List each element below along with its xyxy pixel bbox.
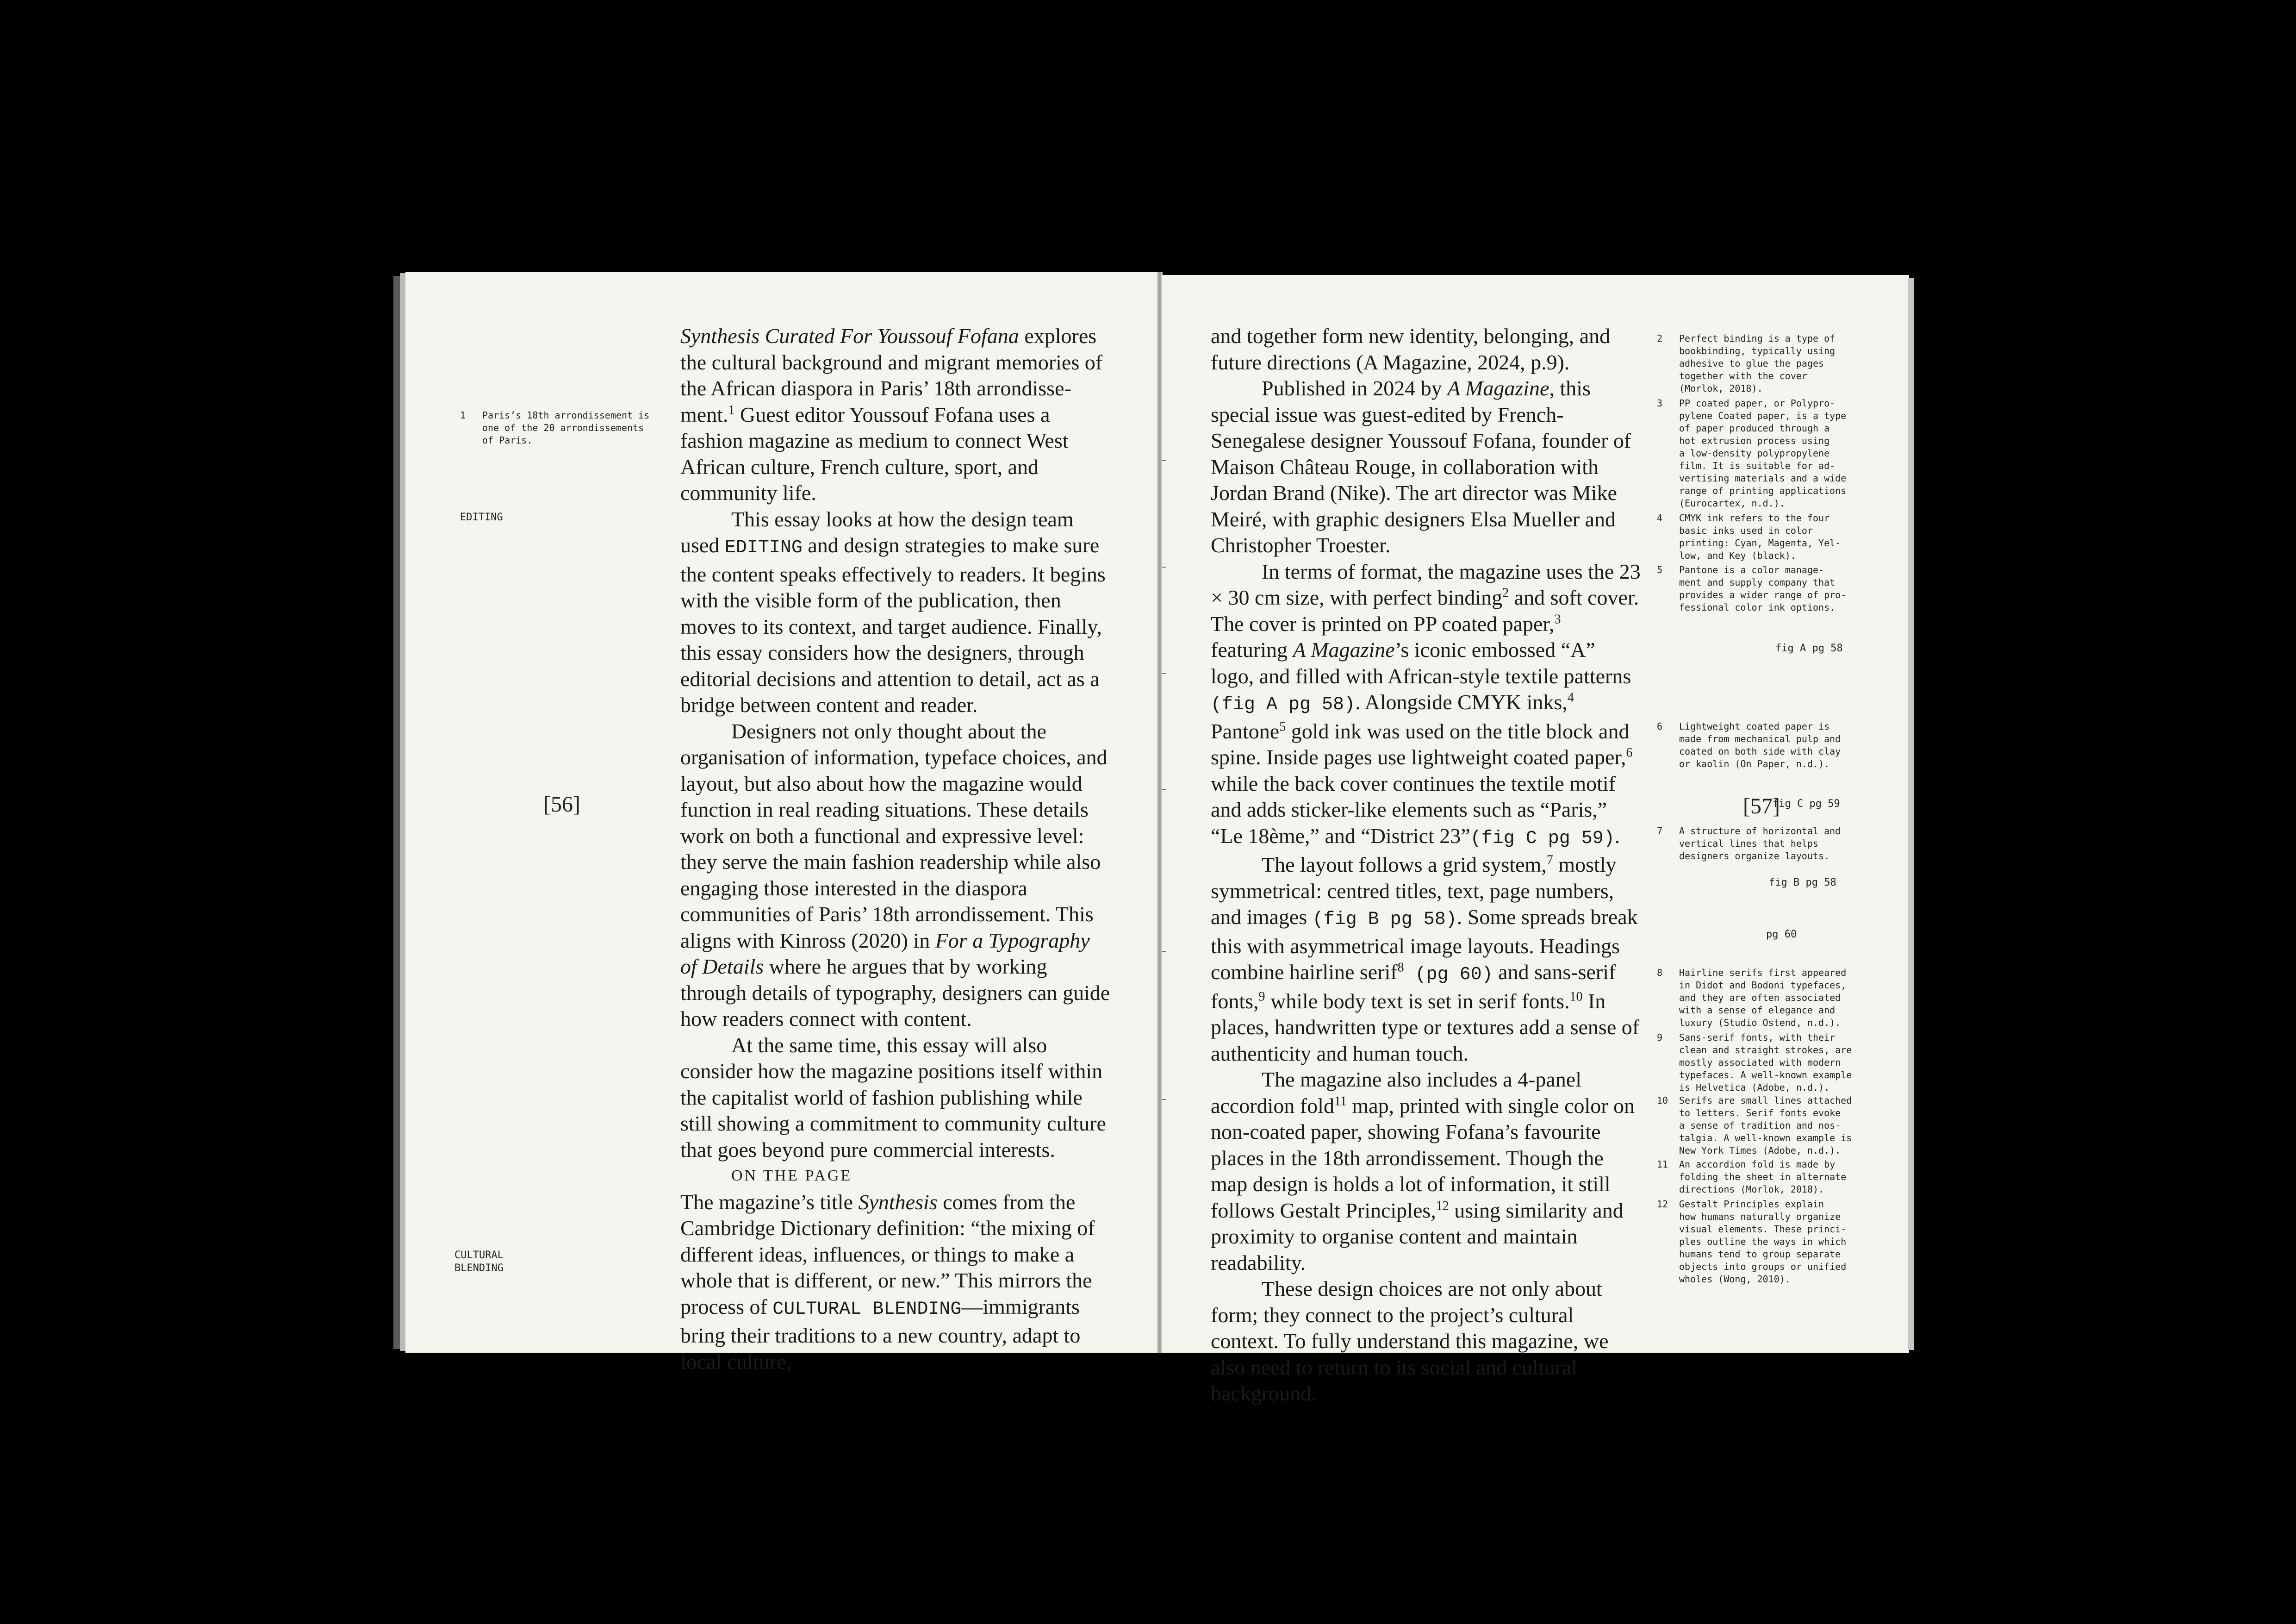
paragraph-intro: Synthesis Curated For Youssouf Fofana explores the cultural background and migrant memories of the African diaspora in Paris’ 18th arrondissement.$^1$ Guest editor Youssouf Fofana uses a fashion magazine as medium to connect West African culture, French culture, sport, and community life. [680, 324, 1103, 505]
paragraph-title-meaning: The magazine’s title Synthesis comes from the Cambridge Dictionary definition: “the mixing of different ideas, influences, or things to make a whole that is different, or new.” This mirrors the process of CULTURAL BLENDING—immigrants bring their traditions to a new country, adapt to local culture, [680, 1190, 1095, 1374]
note-number: 1 [460, 410, 466, 421]
figure-label-b: fig B pg 58 [1769, 877, 1836, 888]
binding-mark [1162, 673, 1166, 674]
binding-mark [1162, 951, 1166, 952]
book-title: For a Typography of Details [680, 928, 1090, 978]
paragraph-layout: The layout follows a grid system,$^7$ mostly symmetrical: centred titles, text, page numbers, and images (fig B pg 58). Some spreads break this with asymmetrical image layouts. Headings combine hairline serif$^8$ (pg 60) and sans-serif fonts,$^9$ while body text is set in serif fonts.$^{10}$ In places, handwritten type or textures add a sense of authenticity and human touch. [1211, 853, 1640, 1065]
binding-mark [1162, 567, 1166, 568]
figure-label-a: fig A pg 58 [1775, 643, 1843, 654]
paragraph-map: The magazine also includes a 4-panel accordion fold$^{11}$ map, printed with single color on non-coated paper, showing Fofana’s favourite places in the 18th arrondissement. Though the map design is holds a lot of information, it still follows Gestalt Principles,$^{12}$ using similarity and proximity to organise content and maintain readability. [1211, 1068, 1635, 1274]
margin-label-cultural-blending: CULTURAL BLENDING [454, 1249, 504, 1274]
paragraph-designers: Designers not only thought about the organisation of information, typeface choices, and layout, but also about how the magazine would function in real reading situations. These details work on both a functional and expressive level: they serve the main fashion readership while also engaging those interested in the diaspora communities of Paris’ 18th arrondissement. This aligns with Kinross (2020) in For a Typography of Details where he argues that by working through details of typography, designers can guide how readers connect with content. [680, 719, 1110, 1031]
binding-mark [1162, 460, 1166, 461]
right-page-edge [1908, 278, 1914, 1350]
page-number-right: [57] [1743, 794, 1780, 818]
figure-reference-b: (fig B pg 58) [1312, 909, 1457, 930]
section-heading: ON THE PAGE [731, 1167, 852, 1184]
magazine-title: Synthesis Curated For Youssouf Fofana [680, 324, 1019, 348]
right-page: and together form new identity, belonging, and future directions (A Magazine, 2024, p.9). Published in 2024 by A Magazine, this special issue was guest-edited by French-Senegalese designer Youssouf Fofana, founder of Maison Château Rouge, in collaboration with Jordan Brand (Nike). The art director was Mike Meiré, with graphic designers Elsa Mueller and Christopher Troester. In terms of format, the magazine uses the 23 × 30 cm size, with perfect binding$^2$ and soft cover. The cover is printed on PP coated paper,$^3$ featuring A Magazine’s iconic embossed “A” logo, and filled with African-style textile patterns (fig A pg 58). Alongside CMYK inks,$^4$ Pantone$^5$ gold ink was used on the title block and spine. Inside pages use lightweight coated paper,$^6$ while the back cover continues the textile motif and adds sticker-like elements such as “Paris,” “Le 18ème,” and “District 23”(fig C pg 59). The layout follows a grid system,$^7$ mostly symmetrical: centred titles, text, page numbers, and images (fig B pg 58). Some spreads break this with asymmetrical image layouts. Headings combine hairline serif$^8$ (pg 60) and sans-serif fonts,$^9$ while body text is set in serif fonts.$^{10}$ In places, handwritten type or textures add a sense of authenticity and human touch. The magazine also includes a 4-panel accordion fold$^{11}$ map, printed with single color on non-coated paper, showing Fofana’s favourite places in the 18th arrondissement. Though the map design is holds a lot of information, it still follows Gestalt Principles,$^{12}$ using similarity and proximity to organise content and maintain readability. These design choices are not only about form; they connect to the project’s cultural context. To fully understand this magazine, we also need to return to its social and cultural background. 2 Perfect binding is a type of bookbinding, typically using adhesive to glue the pages together with the cover (Morlok, 2018). 3 PP coated paper, or Polypro- pylene Coated paper, is a type of paper produced through a hot extrusion process using a low-density polypropylene film. It is suitable for ad- vertising materials and a wide range of printing applications (Eurocartex, n.d.). 4 CMYK ink refers to the four basic inks used in color printing: Cyan, Magenta, Yel- low, and Key (black). 5 Pantone is a color manage- ment and supply company that provides a wider range of pro- fessional color ink options. fig A pg 58 6 Lightweight coated paper is made from mechanical pulp and coated on both side with clay or kaolin (On Paper, n.d.). [57] fig C pg 59 7 A structure of horizontal and vertical lines that helps designers organize layouts. fig B pg 58 pg 60 8 Hairline serifs first appeared in Didot and Bodoni typefaces, and they are often associated with a sense of elegance and luxury (Studio Ostend, n.d.). 9 Sans-serif fonts, with their clean and straight strokes, are mostly associated with modern typefaces. A well-known example is Helvetica (Adobe, n.d.). 10 Serifs are small lines attached to letters. Serif fonts evoke a sense of tradition and nos- talgia. A well-known example is New York Times (Adobe, n.d.). 11 An accordion fold is made by folding the sheet in alternate directions (Morlok, 2018). 12 Gestalt Principles explain how humans naturally organize visual elements. These princi- ples outline the ways in which humans tend to group separate objects into groups or unified wholes (Wong, 2010). [1162, 275, 1909, 1353]
figure-label-c: fig C pg 59 [1773, 798, 1840, 810]
paragraph-positioning: At the same time, this essay will also consider how the magazine positions itself within the capitalist world of fashion publishing while still showing a commitment to community culture that goes beyond pure commercial interests. [680, 1033, 1106, 1162]
right-body-text [1211, 323, 1641, 1407]
left-page [405, 272, 1157, 1374]
figure-reference-c: (fig C pg 59) [1470, 828, 1615, 849]
keyword-editing: EDITING [724, 537, 803, 558]
figure-reference-a: (fig A pg 58) [1211, 694, 1356, 715]
paragraph-essay-scope: This essay looks at how the design team used EDITING and design strategies to make sure the content speaks effectively to readers. It begins with the visible form of the publication, then moves to its context, and target audience. Finally, this essay considers how the designers, through editorial decisions and attention to detail, act as a bridge between content and reader. [680, 507, 1106, 717]
note-text: Paris’s 18th arrondissement is one of the 20 arrondissements of Paris. [482, 410, 650, 446]
paragraph-format: In terms of format, the magazine uses the 23 × 30 cm size, with perfect binding$^2$ and soft cover. The cover is printed on PP coated paper,$^3$ featuring A Magazine’s iconic embossed “A” logo, and filled with African-style textile patterns (fig A pg 58). Alongside CMYK inks,$^4$ Pantone$^5$ gold ink was used on the title block and spine. Inside pages use lightweight coated paper,$^6$ while the back cover continues the textile motif and adds sticker-like elements such as “Paris,” “Le 18ème,” and “District 23”(fig C pg 59). [1211, 559, 1641, 849]
paragraph-conclusion: These design choices are not only about form; they connect to the project’s cultural context. To fully understand this magazine, we also need to return to its social and cultural background. [1211, 1277, 1609, 1405]
page-number-left: [56] [543, 792, 580, 817]
page-reference-60: (pg 60) [1404, 964, 1493, 985]
paragraph-continuation: and together form new identity, belonging, and future directions (A Magazine, 2024, p.9). [1211, 324, 1611, 374]
footnote-ref-1: 1 [728, 403, 735, 418]
margin-label-editing: EDITING [460, 512, 503, 523]
binding-mark [1162, 1099, 1166, 1100]
page-label-60: pg 60 [1766, 929, 1797, 940]
paragraph-publication: Published in 2024 by A Magazine, this special issue was guest-edited by French-Senegalese designer Youssouf Fofana, founder of Maison Château Rouge, in collaboration with Jordan Brand (Nike). The art director was Mike Meiré, with graphic designers Elsa Mueller and Christopher Troester. [1211, 376, 1631, 557]
left-body-text [680, 323, 1111, 1375]
keyword-cultural-blending: CULTURAL BLENDING [772, 1299, 962, 1320]
binding-mark [1162, 789, 1166, 790]
